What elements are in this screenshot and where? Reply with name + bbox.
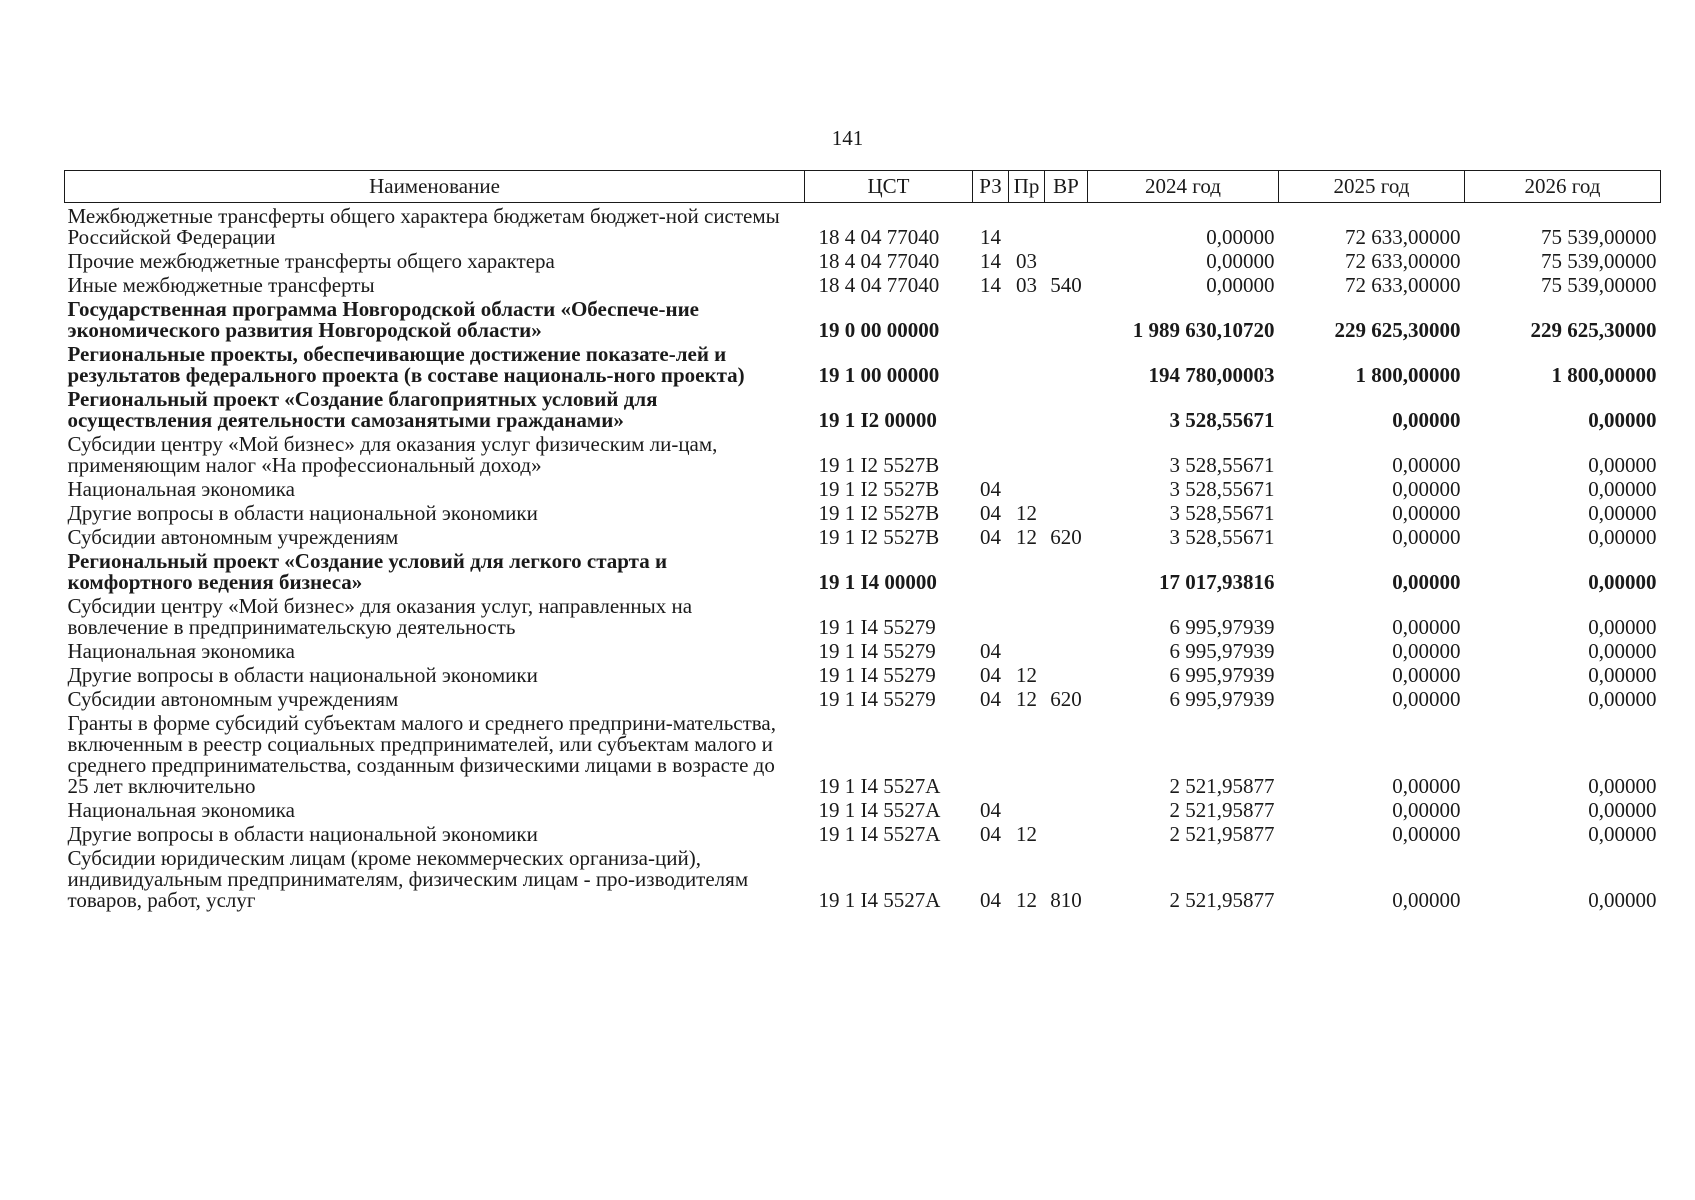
row-vr: 810 — [1050, 888, 1082, 912]
row-amount-2026: 0,00000 — [1588, 774, 1657, 798]
row-vr — [1045, 296, 1088, 341]
row-amount-2025: 72 633,00000 — [1345, 225, 1461, 249]
row-name: Другие вопросы в области национальной экономики — [67, 822, 538, 846]
row-name: Государственная программа Новгородской области «Обеспече-ние экономического развития Новгородской области» — [67, 297, 699, 342]
row-cst: 19 1 I4 5527A — [818, 822, 941, 846]
row-amount-2026: 0,00000 — [1588, 525, 1657, 549]
row-pr — [1009, 548, 1045, 593]
row-pr — [1009, 341, 1045, 386]
row-name: Субсидии автономным учреждениям — [67, 525, 399, 549]
row-rz: 04 — [980, 687, 1001, 711]
row-name: Национальная экономика — [67, 639, 295, 663]
row-rz: 04 — [980, 639, 1001, 663]
table-row — [65, 710, 1661, 797]
row-amount-2024: 2 521,95877 — [1169, 822, 1275, 846]
header-2024: 2024 год — [1088, 171, 1279, 203]
row-rz — [973, 296, 1009, 341]
row-amount-2025: 0,00000 — [1392, 888, 1461, 912]
row-name: Гранты в форме субсидий субъектам малого и среднего предприни-мательства, включенным в реестр социальных предпринимателей, или субъектам малого и среднего предпринимательства, созданным физическими лицами в возрасте до 25 лет включительно — [67, 711, 776, 798]
row-pr: 12 — [1016, 687, 1037, 711]
row-amount-2024: 0,00000 — [1206, 225, 1275, 249]
row-pr: 12 — [1016, 663, 1037, 687]
row-vr — [1045, 710, 1088, 797]
header-cst: ЦСТ — [805, 171, 973, 203]
table-row — [65, 845, 1661, 911]
row-rz: 14 — [980, 273, 1001, 297]
row-amount-2024: 0,00000 — [1206, 249, 1275, 273]
row-amount-2025: 0,00000 — [1392, 798, 1461, 822]
table-row — [65, 686, 1661, 710]
row-cst: 19 0 00 00000 — [818, 318, 940, 342]
row-cst: 19 1 I2 5527B — [818, 501, 940, 525]
row-rz: 04 — [980, 525, 1001, 549]
page-number: 141 — [831, 126, 864, 150]
row-name: Национальная экономика — [67, 477, 295, 501]
row-amount-2025: 0,00000 — [1392, 615, 1461, 639]
row-rz: 04 — [980, 501, 1001, 525]
row-rz: 04 — [980, 798, 1001, 822]
table-row — [65, 797, 1661, 821]
row-amount-2025: 0,00000 — [1392, 774, 1461, 798]
table-row — [65, 296, 1661, 341]
row-vr — [1045, 476, 1088, 500]
table-row — [65, 341, 1661, 386]
row-pr — [1009, 431, 1045, 476]
row-amount-2026: 0,00000 — [1588, 639, 1657, 663]
row-amount-2026: 75 539,00000 — [1541, 249, 1657, 273]
table-row — [65, 524, 1661, 548]
row-vr — [1045, 797, 1088, 821]
row-rz — [973, 710, 1009, 797]
row-name: Национальная экономика — [67, 798, 295, 822]
row-cst: 19 1 00 00000 — [818, 363, 940, 387]
row-amount-2024: 3 528,55671 — [1169, 501, 1275, 525]
row-cst: 19 1 I4 55279 — [818, 615, 936, 639]
row-amount-2025: 0,00000 — [1392, 822, 1461, 846]
header-rz: РЗ — [973, 171, 1009, 203]
row-amount-2024: 3 528,55671 — [1169, 525, 1275, 549]
row-amount-2026: 0,00000 — [1588, 570, 1657, 594]
row-cst: 19 1 I2 5527B — [818, 477, 940, 501]
row-amount-2025: 1 800,00000 — [1355, 363, 1461, 387]
row-cst: 19 1 I4 5527A — [818, 798, 941, 822]
row-amount-2026: 0,00000 — [1588, 888, 1657, 912]
table-row — [65, 821, 1661, 845]
row-amount-2025: 0,00000 — [1392, 453, 1461, 477]
header-vr: ВР — [1045, 171, 1088, 203]
budget-table — [64, 170, 1661, 911]
row-amount-2025: 0,00000 — [1392, 501, 1461, 525]
row-name: Региональный проект «Создание условий для легкого старта и комфортного ведения бизнеса» — [67, 549, 668, 594]
row-vr: 540 — [1050, 273, 1082, 297]
row-pr — [1009, 593, 1045, 638]
table-header-row — [65, 171, 1661, 203]
row-pr — [1009, 710, 1045, 797]
row-name: Субсидии центру «Мой бизнес» для оказания услуг, направленных на вовлечение в предпринимательскую деятельность — [67, 594, 693, 639]
row-pr — [1009, 296, 1045, 341]
row-amount-2026: 0,00000 — [1588, 798, 1657, 822]
row-cst: 18 4 04 77040 — [818, 249, 940, 273]
row-amount-2024: 6 995,97939 — [1169, 663, 1275, 687]
row-name: Межбюджетные трансферты общего характера бюджетам бюджет-ной системы Российской Федерации — [67, 204, 780, 249]
row-amount-2024: 2 521,95877 — [1169, 774, 1275, 798]
table-row — [65, 593, 1661, 638]
table-row — [65, 386, 1661, 431]
row-cst: 19 1 I2 5527B — [818, 453, 940, 477]
row-cst: 19 1 I4 00000 — [818, 570, 937, 594]
row-pr: 12 — [1016, 501, 1037, 525]
row-vr — [1045, 431, 1088, 476]
row-amount-2026: 0,00000 — [1588, 453, 1657, 477]
row-amount-2026: 1 800,00000 — [1551, 363, 1657, 387]
row-name: Субсидии автономным учреждениям — [67, 687, 399, 711]
header-pr: Пр — [1009, 171, 1045, 203]
row-amount-2024: 17 017,93816 — [1159, 570, 1275, 594]
row-vr — [1045, 821, 1088, 845]
row-pr: 12 — [1016, 888, 1037, 912]
row-rz: 04 — [980, 477, 1001, 501]
row-rz — [973, 431, 1009, 476]
row-amount-2024: 3 528,55671 — [1169, 408, 1275, 432]
row-amount-2025: 0,00000 — [1392, 639, 1461, 663]
row-amount-2025: 229 625,30000 — [1334, 318, 1461, 342]
row-amount-2024: 194 780,00003 — [1148, 363, 1275, 387]
row-pr: 03 — [1016, 273, 1037, 297]
row-vr — [1045, 548, 1088, 593]
row-vr — [1045, 500, 1088, 524]
table-row — [65, 638, 1661, 662]
row-vr: 620 — [1050, 525, 1082, 549]
row-cst: 18 4 04 77040 — [818, 273, 940, 297]
row-amount-2025: 72 633,00000 — [1345, 249, 1461, 273]
table-row — [65, 203, 1661, 249]
table-row — [65, 476, 1661, 500]
row-pr — [1009, 203, 1045, 249]
row-rz: 14 — [980, 225, 1001, 249]
row-name: Другие вопросы в области национальной экономики — [67, 663, 538, 687]
row-rz: 04 — [980, 888, 1001, 912]
row-pr: 03 — [1016, 249, 1037, 273]
row-cst: 19 1 I4 55279 — [818, 663, 936, 687]
row-vr — [1045, 248, 1088, 272]
table-row — [65, 500, 1661, 524]
row-cst: 19 1 I4 55279 — [818, 687, 936, 711]
table-body — [65, 203, 1661, 912]
row-pr: 12 — [1016, 525, 1037, 549]
row-amount-2026: 75 539,00000 — [1541, 225, 1657, 249]
row-amount-2026: 229 625,30000 — [1530, 318, 1657, 342]
row-cst: 19 1 I2 00000 — [818, 408, 937, 432]
row-name: Субсидии юридическим лицам (кроме некоммерческих организа-ций), индивидуальным предпринимателям, физическим лицам - про-изводителям товаров, работ, услуг — [67, 846, 749, 912]
row-name: Региональный проект «Создание благоприятных условий для осуществления деятельности самозанятыми гражданами» — [67, 387, 658, 432]
row-amount-2026: 0,00000 — [1588, 477, 1657, 501]
row-cst: 19 1 I4 5527A — [818, 888, 941, 912]
row-vr — [1045, 638, 1088, 662]
row-amount-2025: 0,00000 — [1392, 687, 1461, 711]
row-pr — [1009, 638, 1045, 662]
row-name: Другие вопросы в области национальной экономики — [67, 501, 538, 525]
row-cst: 19 1 I4 55279 — [818, 639, 936, 663]
row-amount-2024: 0,00000 — [1206, 273, 1275, 297]
row-amount-2024: 2 521,95877 — [1169, 888, 1275, 912]
row-amount-2026: 0,00000 — [1588, 408, 1657, 432]
row-amount-2026: 0,00000 — [1588, 687, 1657, 711]
row-vr — [1045, 593, 1088, 638]
row-vr — [1045, 662, 1088, 686]
header-name: Наименование — [65, 171, 805, 203]
row-pr — [1009, 386, 1045, 431]
row-vr — [1045, 203, 1088, 249]
row-rz: 04 — [980, 822, 1001, 846]
row-amount-2026: 0,00000 — [1588, 615, 1657, 639]
row-pr — [1009, 797, 1045, 821]
row-rz: 04 — [980, 663, 1001, 687]
row-rz — [973, 386, 1009, 431]
row-amount-2026: 0,00000 — [1588, 663, 1657, 687]
row-amount-2025: 0,00000 — [1392, 525, 1461, 549]
header-2026: 2026 год — [1465, 171, 1661, 203]
row-amount-2024: 2 521,95877 — [1169, 798, 1275, 822]
row-amount-2024: 6 995,97939 — [1169, 687, 1275, 711]
row-cst: 19 1 I4 5527A — [818, 774, 941, 798]
row-amount-2026: 0,00000 — [1588, 822, 1657, 846]
row-cst: 18 4 04 77040 — [818, 225, 940, 249]
row-cst: 19 1 I2 5527B — [818, 525, 940, 549]
row-amount-2025: 72 633,00000 — [1345, 273, 1461, 297]
table-row — [65, 248, 1661, 272]
row-name: Региональные проекты, обеспечивающие достижение показате-лей и результатов федерального проекта (в составе националь-ного проекта) — [67, 342, 745, 387]
row-amount-2025: 0,00000 — [1392, 570, 1461, 594]
row-rz — [973, 341, 1009, 386]
row-rz — [973, 548, 1009, 593]
row-vr — [1045, 386, 1088, 431]
table-row — [65, 272, 1661, 296]
row-amount-2026: 0,00000 — [1588, 501, 1657, 525]
table-row — [65, 431, 1661, 476]
row-name: Субсидии центру «Мой бизнес» для оказания услуг физическим ли-цам, применяющим налог «На профессиональный доход» — [67, 432, 718, 477]
row-amount-2025: 0,00000 — [1392, 477, 1461, 501]
row-amount-2024: 3 528,55671 — [1169, 477, 1275, 501]
row-pr — [1009, 476, 1045, 500]
row-amount-2025: 0,00000 — [1392, 408, 1461, 432]
row-vr: 620 — [1050, 687, 1082, 711]
header-2025: 2025 год — [1279, 171, 1465, 203]
row-amount-2024: 6 995,97939 — [1169, 615, 1275, 639]
row-amount-2024: 3 528,55671 — [1169, 453, 1275, 477]
row-pr: 12 — [1016, 822, 1037, 846]
row-name: Прочие межбюджетные трансферты общего характера — [67, 249, 555, 273]
row-amount-2024: 1 989 630,10720 — [1132, 318, 1275, 342]
row-rz — [973, 593, 1009, 638]
row-vr — [1045, 341, 1088, 386]
row-amount-2025: 0,00000 — [1392, 663, 1461, 687]
row-rz: 14 — [980, 249, 1001, 273]
row-amount-2024: 6 995,97939 — [1169, 639, 1275, 663]
table-row — [65, 662, 1661, 686]
table-row — [65, 548, 1661, 593]
row-amount-2026: 75 539,00000 — [1541, 273, 1657, 297]
row-name: Иные межбюджетные трансферты — [67, 273, 375, 297]
